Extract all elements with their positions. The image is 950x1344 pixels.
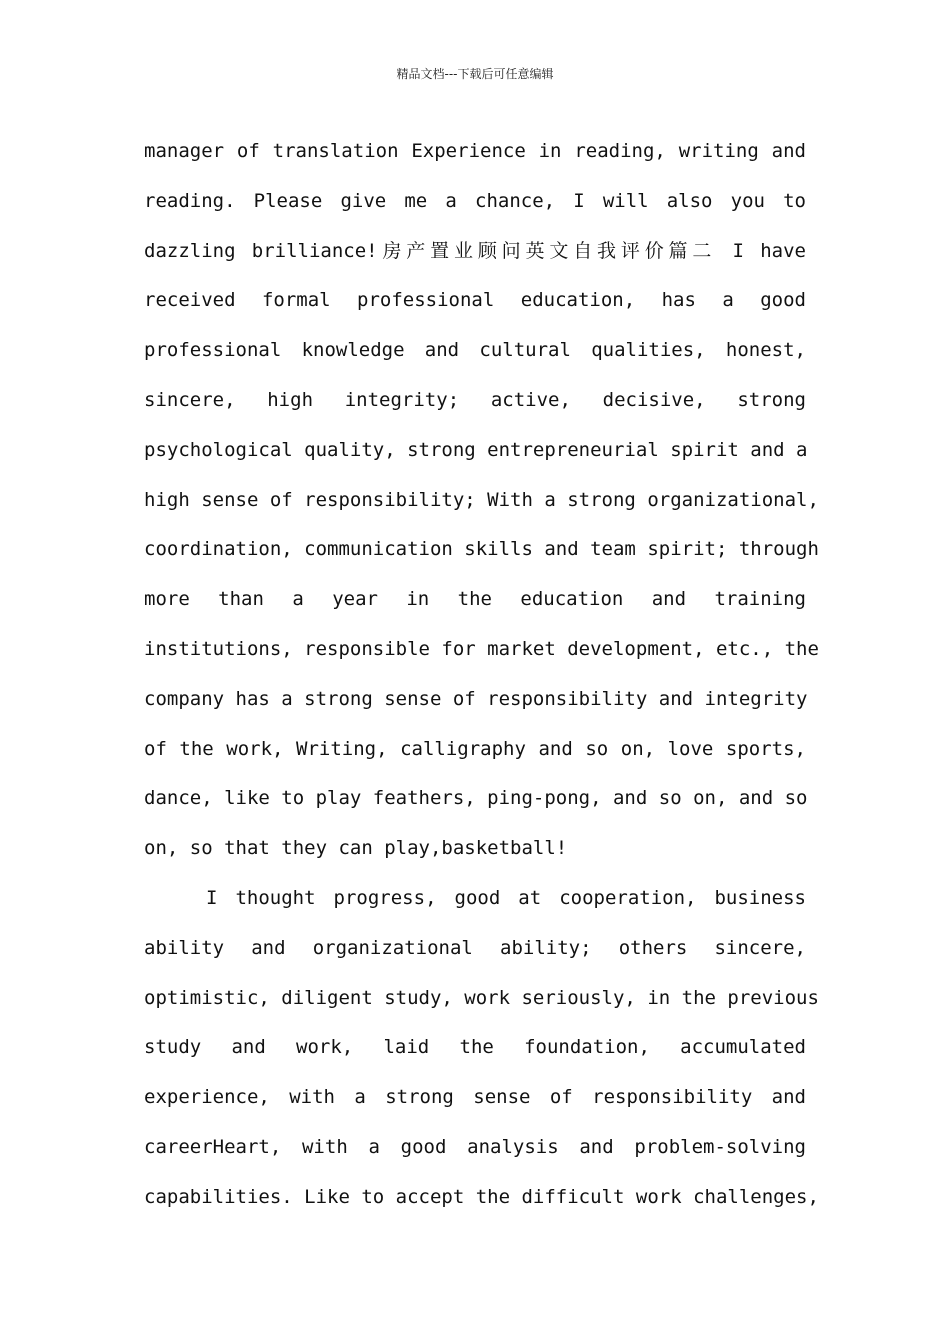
text-line: dance, like to play feathers, ping-pong, and so on, and so bbox=[144, 787, 808, 810]
text-line: coordination, communication skills and team spirit; through bbox=[144, 538, 819, 561]
text-line: reading. Please give me a chance, I will also you to bbox=[144, 189, 806, 212]
page-header: 精品文档---下载后可任意编辑 bbox=[396, 67, 554, 81]
text-line: of the work, Writing, calligraphy and so on, love sports, bbox=[144, 737, 806, 760]
text-line: more than a year in the education and training bbox=[144, 588, 806, 611]
text-line: manager of translation Experience in reading, writing and bbox=[144, 140, 806, 162]
text-line: study and work, laid the foundation, accumulated bbox=[144, 1036, 806, 1059]
text-line: on, so that they can play,basketball! bbox=[144, 837, 568, 860]
text-line: received formal professional education, has a good bbox=[144, 289, 806, 312]
text-line: capabilities. Like to accept the difficult work challenges, bbox=[144, 1185, 819, 1208]
body-text bbox=[144, 127, 819, 1223]
text-line: institutions, responsible for market development, etc., the bbox=[144, 637, 819, 660]
text-line: high sense of responsibility; With a strong organizational, bbox=[144, 488, 819, 511]
text-line: optimistic, diligent study, work seriously, in the previous bbox=[144, 986, 819, 1009]
text-line: company has a strong sense of responsibility and integrity bbox=[144, 687, 808, 710]
text-line: psychological quality, strong entrepreneurial spirit and a bbox=[144, 438, 808, 461]
text-line: ability and organizational ability; others sincere, bbox=[144, 936, 806, 959]
text-line: professional knowledge and cultural qualities, honest, bbox=[144, 339, 806, 362]
text-line: dazzling brilliance!房产置业顾问英文自我评价篇二 I have bbox=[144, 239, 806, 262]
text-line: sincere, high integrity; active, decisive, strong bbox=[144, 388, 806, 411]
text-line: experience, with a strong sense of responsibility and bbox=[144, 1086, 806, 1109]
text-line: I thought progress, good at cooperation, business bbox=[206, 886, 806, 909]
text-line: careerHeart, with a good analysis and problem-solving bbox=[144, 1135, 806, 1158]
